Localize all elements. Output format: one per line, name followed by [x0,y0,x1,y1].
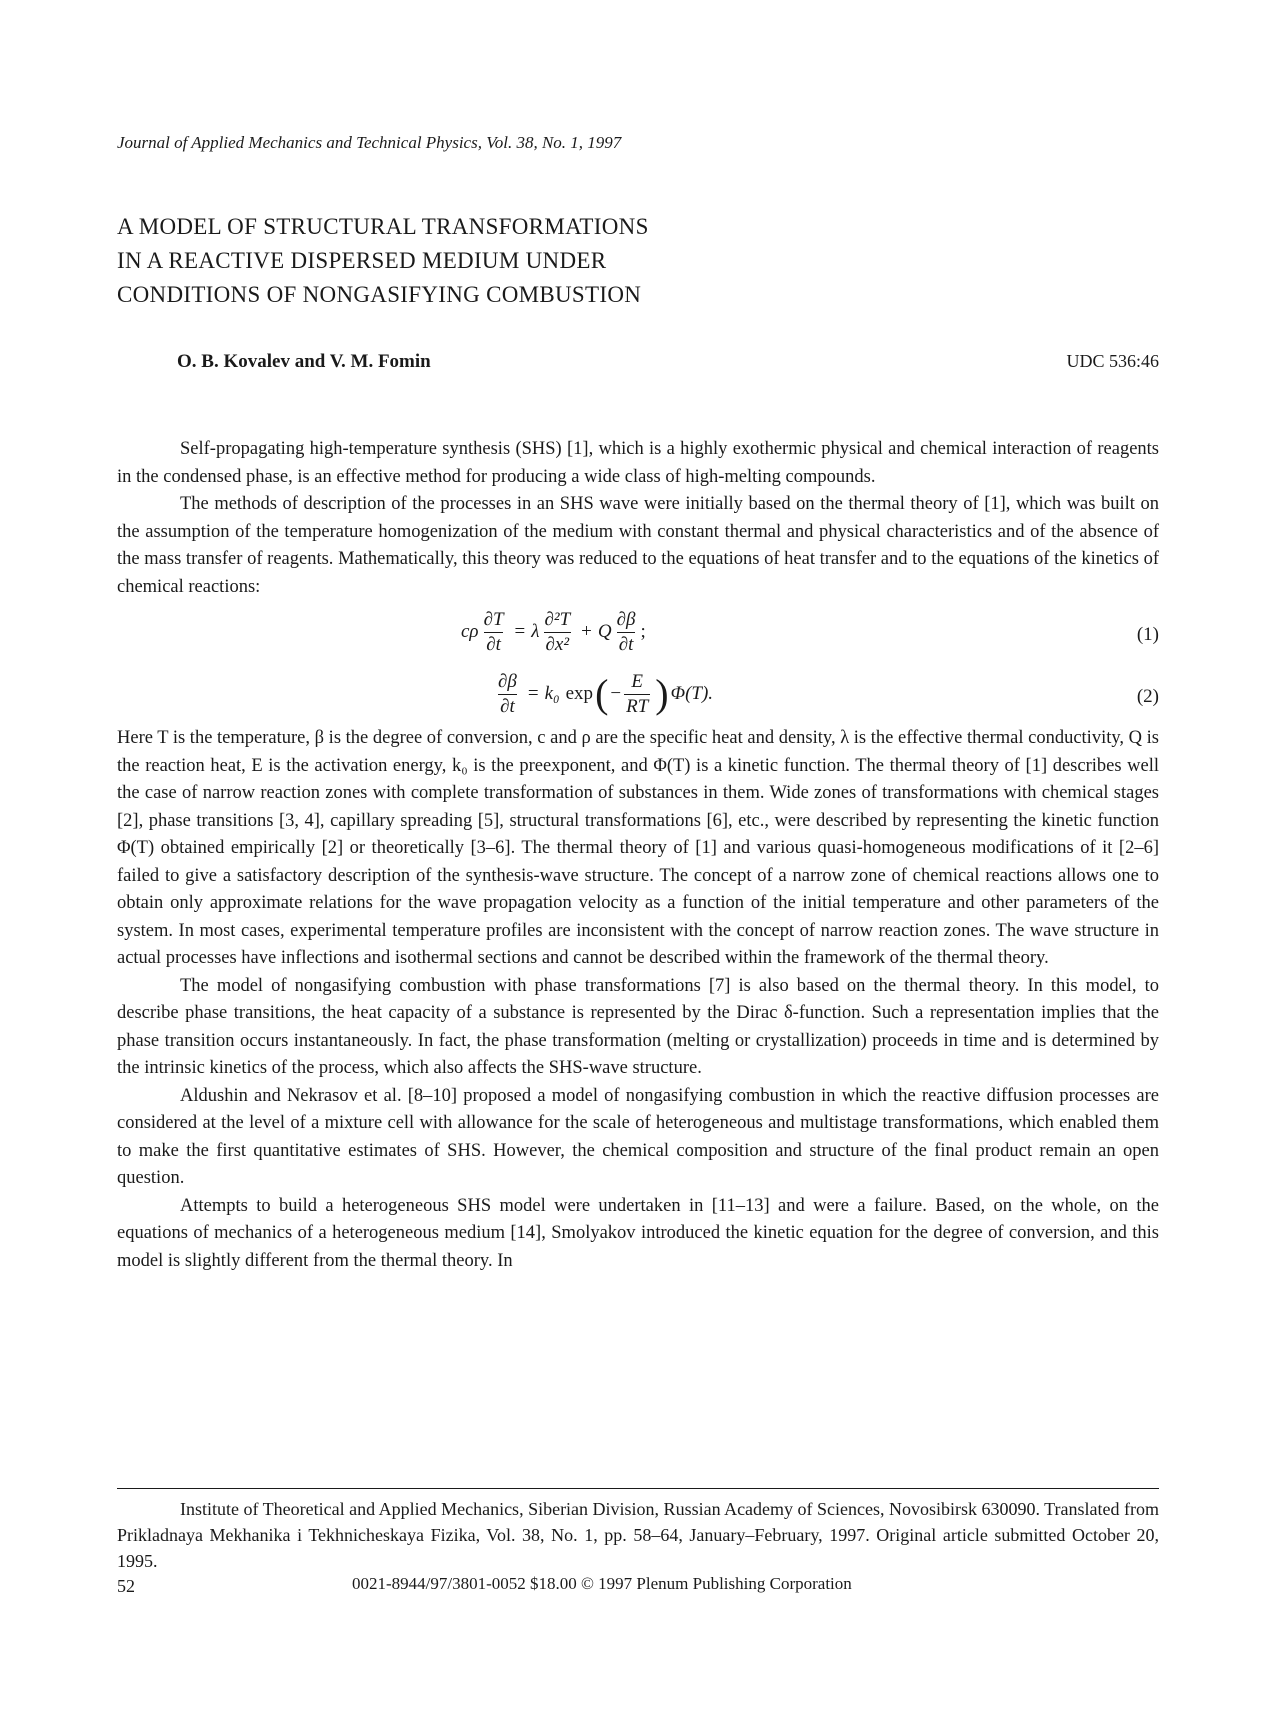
eq1-lhs-coef: cρ [461,621,479,643]
paragraph-6: Attempts to build a heterogeneous SHS model were undertaken in [11–13] and were a failure. Based, on the whole, on the equations of mechanics of a heterogeneous medium [14], Smolyakov introduced the kinetic equation for the degree of conversion, and this model is slightly different from the thermal theory. In [117,1195,1159,1271]
equation-2-number: (2) [1136,686,1159,707]
eq2-lhs-fraction [496,670,519,719]
eq1-lambda: λ [531,621,540,643]
page-number: 52 [117,1576,135,1596]
article-body [117,436,1159,1275]
eq2-exp-fraction [624,670,650,719]
paragraph-1: Self-propagating high-temperature synthesis (SHS) [1], which is a highly exothermic physical and chemical interaction of reagents in the condensed phase, is an effective method for producing a wide class of high-melting compounds. [117,439,1159,487]
paper-page [117,0,1159,1726]
paragraph-2: The methods of description of the processes in an SHS wave were initially based on the thermal theory of [1], which was built on the assumption of the temperature homogenization of the medium with constant thermal and physical characteristics and of the absence of the mass transfer of reagents. Mathematically, this theory was reduced to the equations of heat transfer and to the equations of the kinetics of chemical reactions: [117,494,1159,597]
eq2-exp-num: E [631,670,643,692]
paragraph-4: The model of nongasifying combustion with phase transformations [7] is also based on the thermal theory. In this model, to describe phase transitions, the heat capacity of a substance is represented by the Dirac δ-function. Such a representation implies that the phase transition occurs instantaneously. In fact, the phase transformation (melting or crystallization) proceeds in time and is determined by the intrinsic kinetics of the process, which also affects the SHS-wave structure. [117,975,1159,1078]
eq2-right-paren: ) [655,671,669,716]
eq2-exp-den: RT [626,695,649,717]
journal-citation: Journal of Applied Mechanics and Technical Physics, Vol. 38, No. 1, 1997 [117,133,622,152]
footnote-divider [117,1488,1159,1489]
eq2-exp: exp [565,683,594,705]
eq1-rhs-num: ∂β [616,608,636,630]
title-line-1: A MODEL OF STRUCTURAL TRANSFORMATIONS [117,214,649,239]
authors: O. B. Kovalev and V. M. Fomin [177,351,431,372]
eq2-lhs-den: ∂t [500,695,515,717]
eq1-rhs-fraction [615,608,638,657]
eq1-mid-num: ∂²T [544,608,571,630]
eq1-mid-fraction [542,608,572,657]
title-line-3: CONDITIONS OF NONGASIFYING COMBUSTION [117,282,642,307]
eq1-lhs-num: ∂T [483,608,504,630]
eq1-lhs-den: ∂t [486,633,501,655]
eq2-left-paren: ( [595,671,609,716]
eq1-equals: = [514,621,526,643]
eq1-plus: + [581,621,592,643]
eq1-lhs-fraction [482,608,506,657]
eq1-mid-den: ∂x² [545,633,570,655]
eq2-minus: − [610,683,622,705]
eq2-k0: k₀ [544,683,560,705]
equation-1-number: (1) [1136,624,1159,645]
eq2-lhs-num: ∂β [498,670,517,692]
copyright-line: 0021-8944/97/3801-0052 $18.00 © 1997 Plenum Publishing Corporation [352,1574,852,1593]
paragraph-5: Aldushin and Nekrasov et al. [8–10] proposed a model of nongasifying combustion in which the reactive diffusion processes are considered at the level of a mixture cell with allowance for the scale of heterogeneous and multistage transformations, which enabled them to make the first quantitative estimates of SHS. However, the chemical composition and structure of the final product remain an open question. [117,1085,1159,1188]
equation-1 [117,601,1159,663]
article-title [117,210,649,312]
eq2-phi: Φ(T). [670,683,714,705]
eq1-semicolon: ; [640,621,646,643]
eq2-equals: = [527,683,539,705]
footnote-text: Institute of Theoretical and Applied Mechanics, Siberian Division, Russian Academy of Sciences, Novosibirsk 630090. Translated from Prikladnaya Mekhanika i Tekhnicheskaya Fizika, Vol. 38, No. 1, pp. 58–64, January–February, 1997. Original article submitted October 20, 1995. [117,1499,1160,1571]
paragraph-3: Here T is the temperature, β is the degree of conversion, c and ρ are the specific heat and density, λ is the effective thermal conductivity, Q is the reaction heat, E is the activation energy, k₀ is the preexponent, and Φ(T) is a kinetic function. The thermal theory of [1] describes well the case of narrow reaction zones with complete transformation of substances in them. Wide zones of transformations with chemical stages [2], phase transitions [3, 4], capillary spreading [5], structural transformations [6], etc., were described by representing the kinetic function Φ(T) obtained empirically [2] or theoretically [3–6]. The thermal theory of [1] and various quasi-homogeneous modifications of it [2–6] failed to give a satisfactory description of the synthesis-wave structure. The concept of a narrow zone of chemical reactions allows one to obtain only approximate relations for the wave propagation velocity as a function of the initial temperature and other parameters of the system. In most cases, experimental temperature profiles are inconsistent with the concept of narrow reaction zones. The wave structure in actual processes have inflections and isothermal sections and cannot be described within the framework of the thermal theory. [117,728,1159,968]
equation-2 [117,663,1159,725]
eq1-rhs-den: ∂t [618,633,634,655]
eq1-q: Q [597,621,612,643]
footnote [117,1496,1159,1574]
udc-code: UDC 536:46 [1066,351,1159,371]
title-line-2: IN A REACTIVE DISPERSED MEDIUM UNDER [117,248,607,273]
